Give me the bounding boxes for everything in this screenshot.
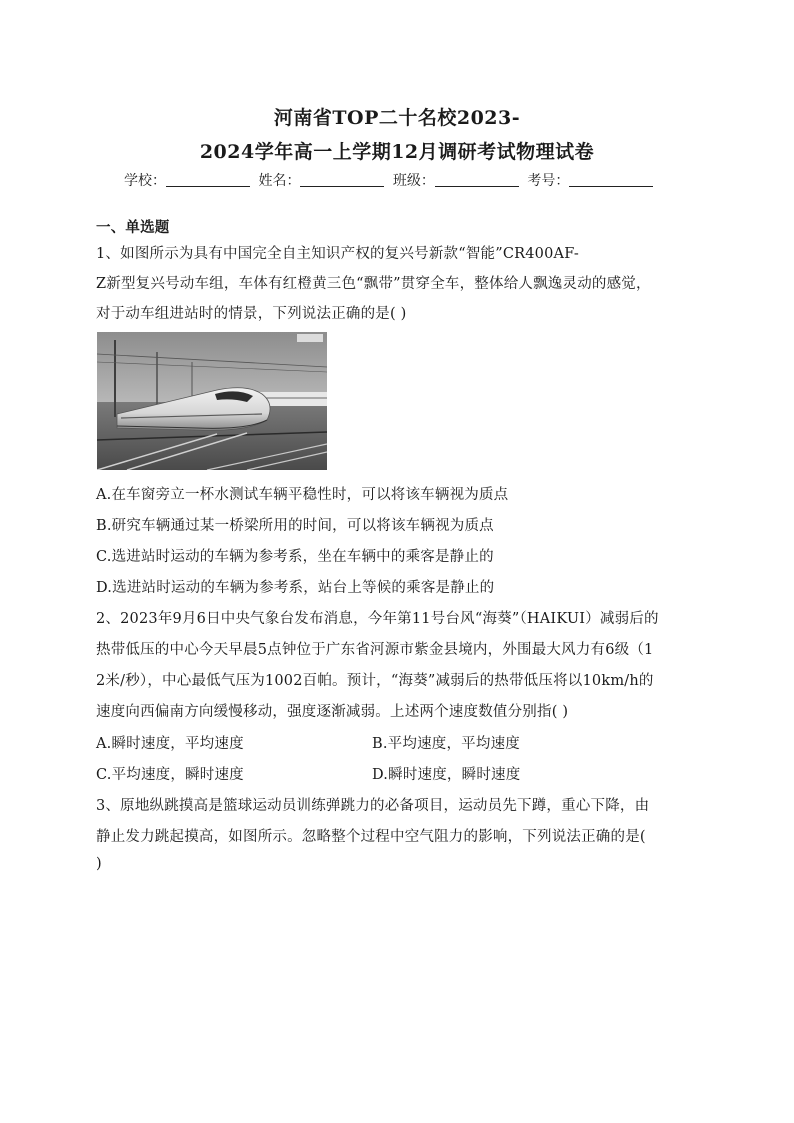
section-title: 一、单选题 xyxy=(96,219,170,236)
q2-option-b[interactable]: B.平均速度，平均速度 xyxy=(372,736,520,752)
class-blank[interactable] xyxy=(435,172,519,187)
q2-option-d[interactable]: D.瞬时速度，瞬时速度 xyxy=(372,767,521,783)
q1-line-3: 对于动车组进站时的情景，下列说法正确的是( ) xyxy=(96,306,407,322)
q2-option-c[interactable]: C.平均速度，瞬时速度 xyxy=(96,767,244,783)
q3-line-1: 3、原地纵跳摸高是篮球运动员训练弹跳力的必备项目，运动员先下蹲，重心下降，由 xyxy=(96,798,650,814)
school-blank[interactable] xyxy=(166,172,250,187)
q1-option-a[interactable]: A.在车窗旁立一杯水测试车辆平稳性时，可以将该车辆视为质点 xyxy=(96,487,509,503)
school-label: 学校： xyxy=(124,173,166,189)
q2-line-2: 热带低压的中心今天早晨5点钟位于广东省河源市紫金县境内，外围最大风力有6级（1 xyxy=(96,642,654,658)
q1-option-d[interactable]: D.选进站时运动的车辆为参考系，站台上等候的乘客是静止的 xyxy=(96,580,495,596)
q2-line-1: 2、2023年9月6日中央气象台发布消息，今年第11号台风“海葵”（HAIKUI）减弱后的 xyxy=(96,611,659,627)
exam-no-label: 考号： xyxy=(527,173,570,189)
q1-option-c[interactable]: C.选进站时运动的车辆为参考系，坐在车辆中的乘客是静止的 xyxy=(96,549,494,565)
exam-title-line1: 河南省TOP二十名校2023- xyxy=(273,107,521,129)
q3-line-3: ) xyxy=(96,856,102,872)
exam-title-line2: 2024学年高一上学期12月调研考试物理试卷 xyxy=(199,141,595,163)
name-blank[interactable] xyxy=(300,172,384,187)
q2-option-a[interactable]: A.瞬时速度，平均速度 xyxy=(96,736,244,752)
train-photo xyxy=(97,332,327,470)
q1-line-1: 1、如图所示为具有中国完全自主知识产权的复兴号新款“智能”CR400AF- xyxy=(96,246,579,262)
train-photo-icon xyxy=(97,332,327,470)
q1-option-b[interactable]: B.研究车辆通过某一桥梁所用的时间，可以将该车辆视为质点 xyxy=(96,518,494,534)
name-label: 姓名： xyxy=(258,173,301,189)
q3-line-2: 静止发力跳起摸高，如图所示。忽略整个过程中空气阻力的影响，下列说法正确的是( xyxy=(96,829,646,845)
student-info-row xyxy=(124,170,657,190)
q2-line-4: 速度向西偏南方向缓慢移动，强度逐渐减弱。上述两个速度数值分别指( ) xyxy=(96,704,569,720)
class-label: 班级： xyxy=(392,173,435,189)
q1-line-2: Z新型复兴号动车组，车体有红橙黄三色“飘带”贯穿全车，整体给人飘逸灵动的感觉， xyxy=(96,276,651,292)
q2-line-3: 2米/秒），中心最低气压为1002百帕。预计，“海葵”减弱后的热带低压将以10km/h的 xyxy=(96,673,654,689)
exam-no-blank[interactable] xyxy=(569,172,653,187)
